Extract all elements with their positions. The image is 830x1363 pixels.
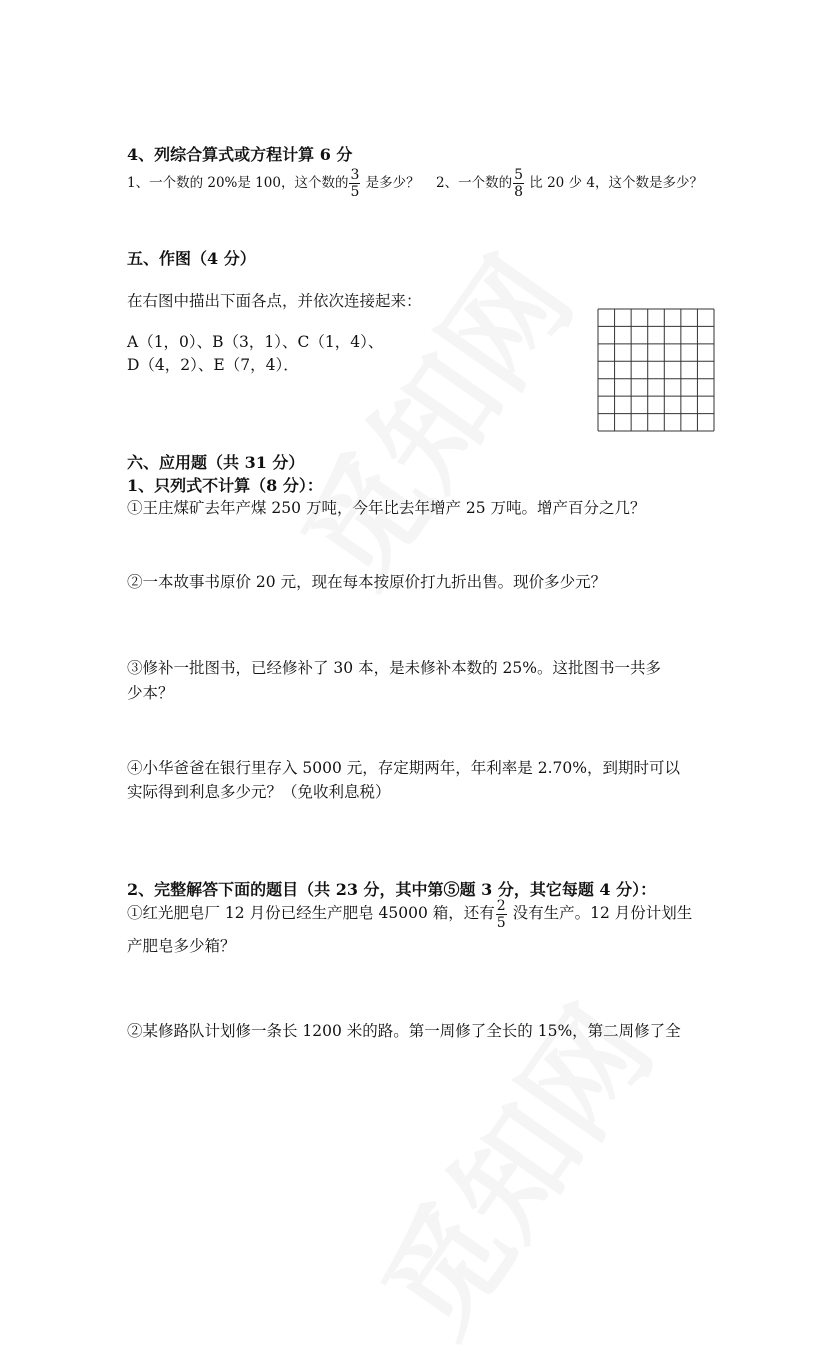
fraction-3-5 bbox=[349, 168, 360, 199]
part2-question-1-line-2: 产肥皂多少箱？ bbox=[127, 937, 236, 955]
part2-q1-suffix: 没有生产。12 月份计划生 bbox=[507, 904, 693, 922]
q2-suffix: 比 20 少 4，这个数是多少？ bbox=[525, 175, 703, 191]
frac-num: 2 bbox=[496, 897, 506, 914]
sec5-points-line-1: A（1，0）、B（3，1）、C（1，4）、 bbox=[127, 333, 384, 351]
frac-den: 5 bbox=[350, 184, 360, 200]
fraction-5-8 bbox=[513, 168, 524, 199]
fraction-2-5 bbox=[496, 899, 507, 930]
part1-question-3-line-1: ③修补一批图书，已经修补了 30 本，是未修补本数的 25%。这批图书一共多 bbox=[127, 659, 661, 677]
part-2-title: 2、完整解答下面的题目（共 23 分，其中第⑤题 3 分，其它每题 4 分）： bbox=[127, 880, 657, 899]
part2-question-1 bbox=[127, 898, 692, 930]
section-6-title: 六、应用题（共 31 分） bbox=[127, 453, 305, 472]
part1-question-4-line-1: ④小华爸爸在银行里存入 5000 元，存定期两年，年利率是 2.70%，到期时可以 bbox=[127, 759, 680, 777]
section-5-title: 五、作图（4 分） bbox=[127, 249, 256, 268]
q2-prefix: 2、一个数的 bbox=[436, 175, 513, 191]
part1-question-4-line-2: 实际得到利息多少元？（免收利息税） bbox=[127, 783, 391, 801]
watermark bbox=[256, 219, 603, 613]
part-1-title: 1、只列式不计算（8 分）： bbox=[127, 476, 323, 495]
frac-den: 5 bbox=[496, 914, 506, 931]
part1-question-3-line-2: 少本？ bbox=[127, 684, 174, 702]
part2-question-2-line-1: ②某修路队计划修一条长 1200 米的路。第一周修了全长的 15%，第二周修了全 bbox=[127, 1022, 681, 1040]
q1-suffix: 是多少？ bbox=[361, 175, 420, 191]
part2-q1-prefix: ①红光肥皂厂 12 月份已经生产肥皂 45000 箱，还有 bbox=[127, 904, 495, 922]
frac-den: 8 bbox=[514, 184, 524, 200]
sec4-question-2 bbox=[436, 168, 703, 199]
q1-prefix: 1、一个数的 20%是 100，这个数的 bbox=[127, 175, 349, 191]
sec5-instruction: 在右图中描出下面各点，并依次连接起来： bbox=[127, 292, 422, 310]
sec5-points-line-2: D（4，2）、E（7，4）． bbox=[127, 356, 299, 374]
part1-question-1: ①王庄煤矿去年产煤 250 万吨，今年比去年增产 25 万吨。增产百分之几？ bbox=[127, 499, 646, 517]
section-4-title: 4、列综合算式或方程计算 6 分 bbox=[127, 145, 353, 164]
frac-num: 5 bbox=[514, 167, 524, 183]
coordinate-grid[interactable] bbox=[597, 308, 715, 432]
sec4-question-1 bbox=[127, 168, 420, 199]
part1-question-2: ②一本故事书原价 20 元，现在每本按原价打九折出售。现价多少元？ bbox=[127, 573, 607, 591]
frac-num: 3 bbox=[350, 167, 360, 183]
